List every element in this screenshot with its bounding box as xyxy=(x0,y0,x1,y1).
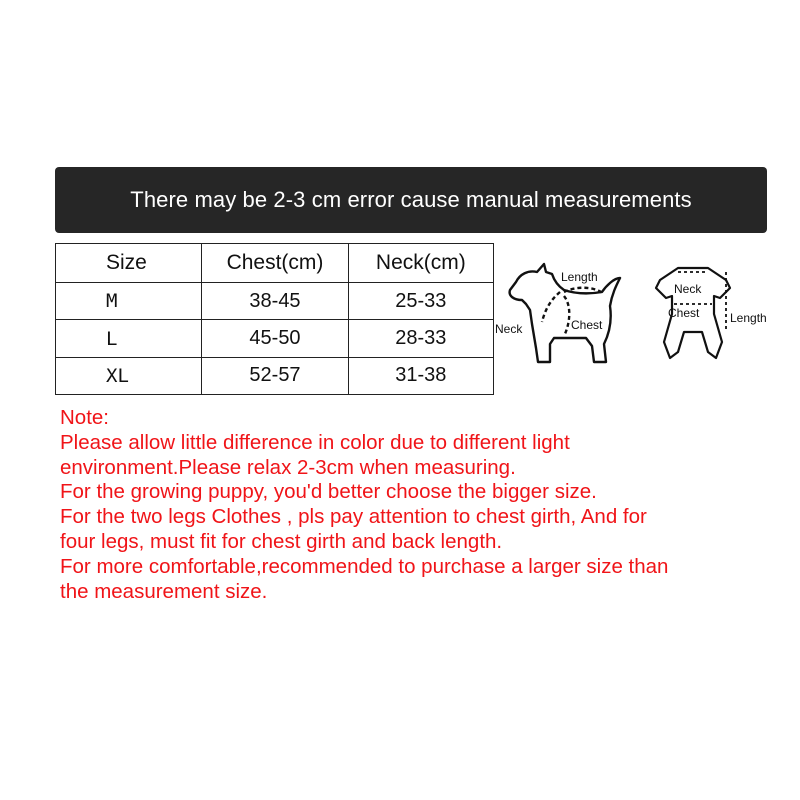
header-size: Size xyxy=(56,244,202,283)
table-row xyxy=(56,283,494,320)
table-row xyxy=(56,320,494,357)
note-line: environment.Please relax 2-3cm when measuring. xyxy=(60,455,516,479)
note-line: For the growing puppy, you'd better choose the bigger size. xyxy=(60,480,597,504)
dog-neck-label: Neck xyxy=(495,322,523,336)
note-line: four legs, must fit for chest girth and back length. xyxy=(60,529,503,553)
header-neck: Neck(cm) xyxy=(348,244,493,283)
chest-cell: 38-45 xyxy=(202,283,348,320)
chest-cell: 45-50 xyxy=(202,320,348,357)
size-cell: L xyxy=(56,320,202,357)
garment-length-label: Length xyxy=(730,311,767,325)
dog-chest-dashed-line xyxy=(564,296,569,336)
note-line: the measurement size. xyxy=(60,579,268,603)
neck-cell: 25-33 xyxy=(348,283,493,320)
neck-cell: 28-33 xyxy=(348,320,493,357)
garment-chest-label: Chest xyxy=(668,306,700,320)
size-chart-table xyxy=(55,243,494,395)
note-line: For the two legs Clothes , pls pay attention to chest girth, And for xyxy=(60,505,647,529)
measurement-diagram xyxy=(494,262,784,374)
table-header-row xyxy=(56,244,494,283)
note-line: For more comfortable,recommended to purchase a larger size than xyxy=(60,554,669,578)
note-line: Please allow little difference in color due to different light xyxy=(60,430,570,454)
garment-neck-label: Neck xyxy=(674,282,702,296)
size-cell: M xyxy=(56,283,202,320)
note-line: Note: xyxy=(60,406,109,429)
neck-cell: 31-38 xyxy=(348,357,493,394)
measurement-warning-banner xyxy=(55,167,767,233)
banner-text: There may be 2-3 cm error cause manual measurements xyxy=(130,187,692,212)
table-row xyxy=(56,357,494,394)
header-chest: Chest(cm) xyxy=(202,244,348,283)
dog-neck-dashed-line xyxy=(542,292,560,322)
chest-cell: 52-57 xyxy=(202,357,348,394)
size-cell: XL xyxy=(56,357,202,394)
notes-section xyxy=(60,406,780,604)
dog-chest-label: Chest xyxy=(571,318,603,332)
dog-length-label: Length xyxy=(561,270,598,284)
